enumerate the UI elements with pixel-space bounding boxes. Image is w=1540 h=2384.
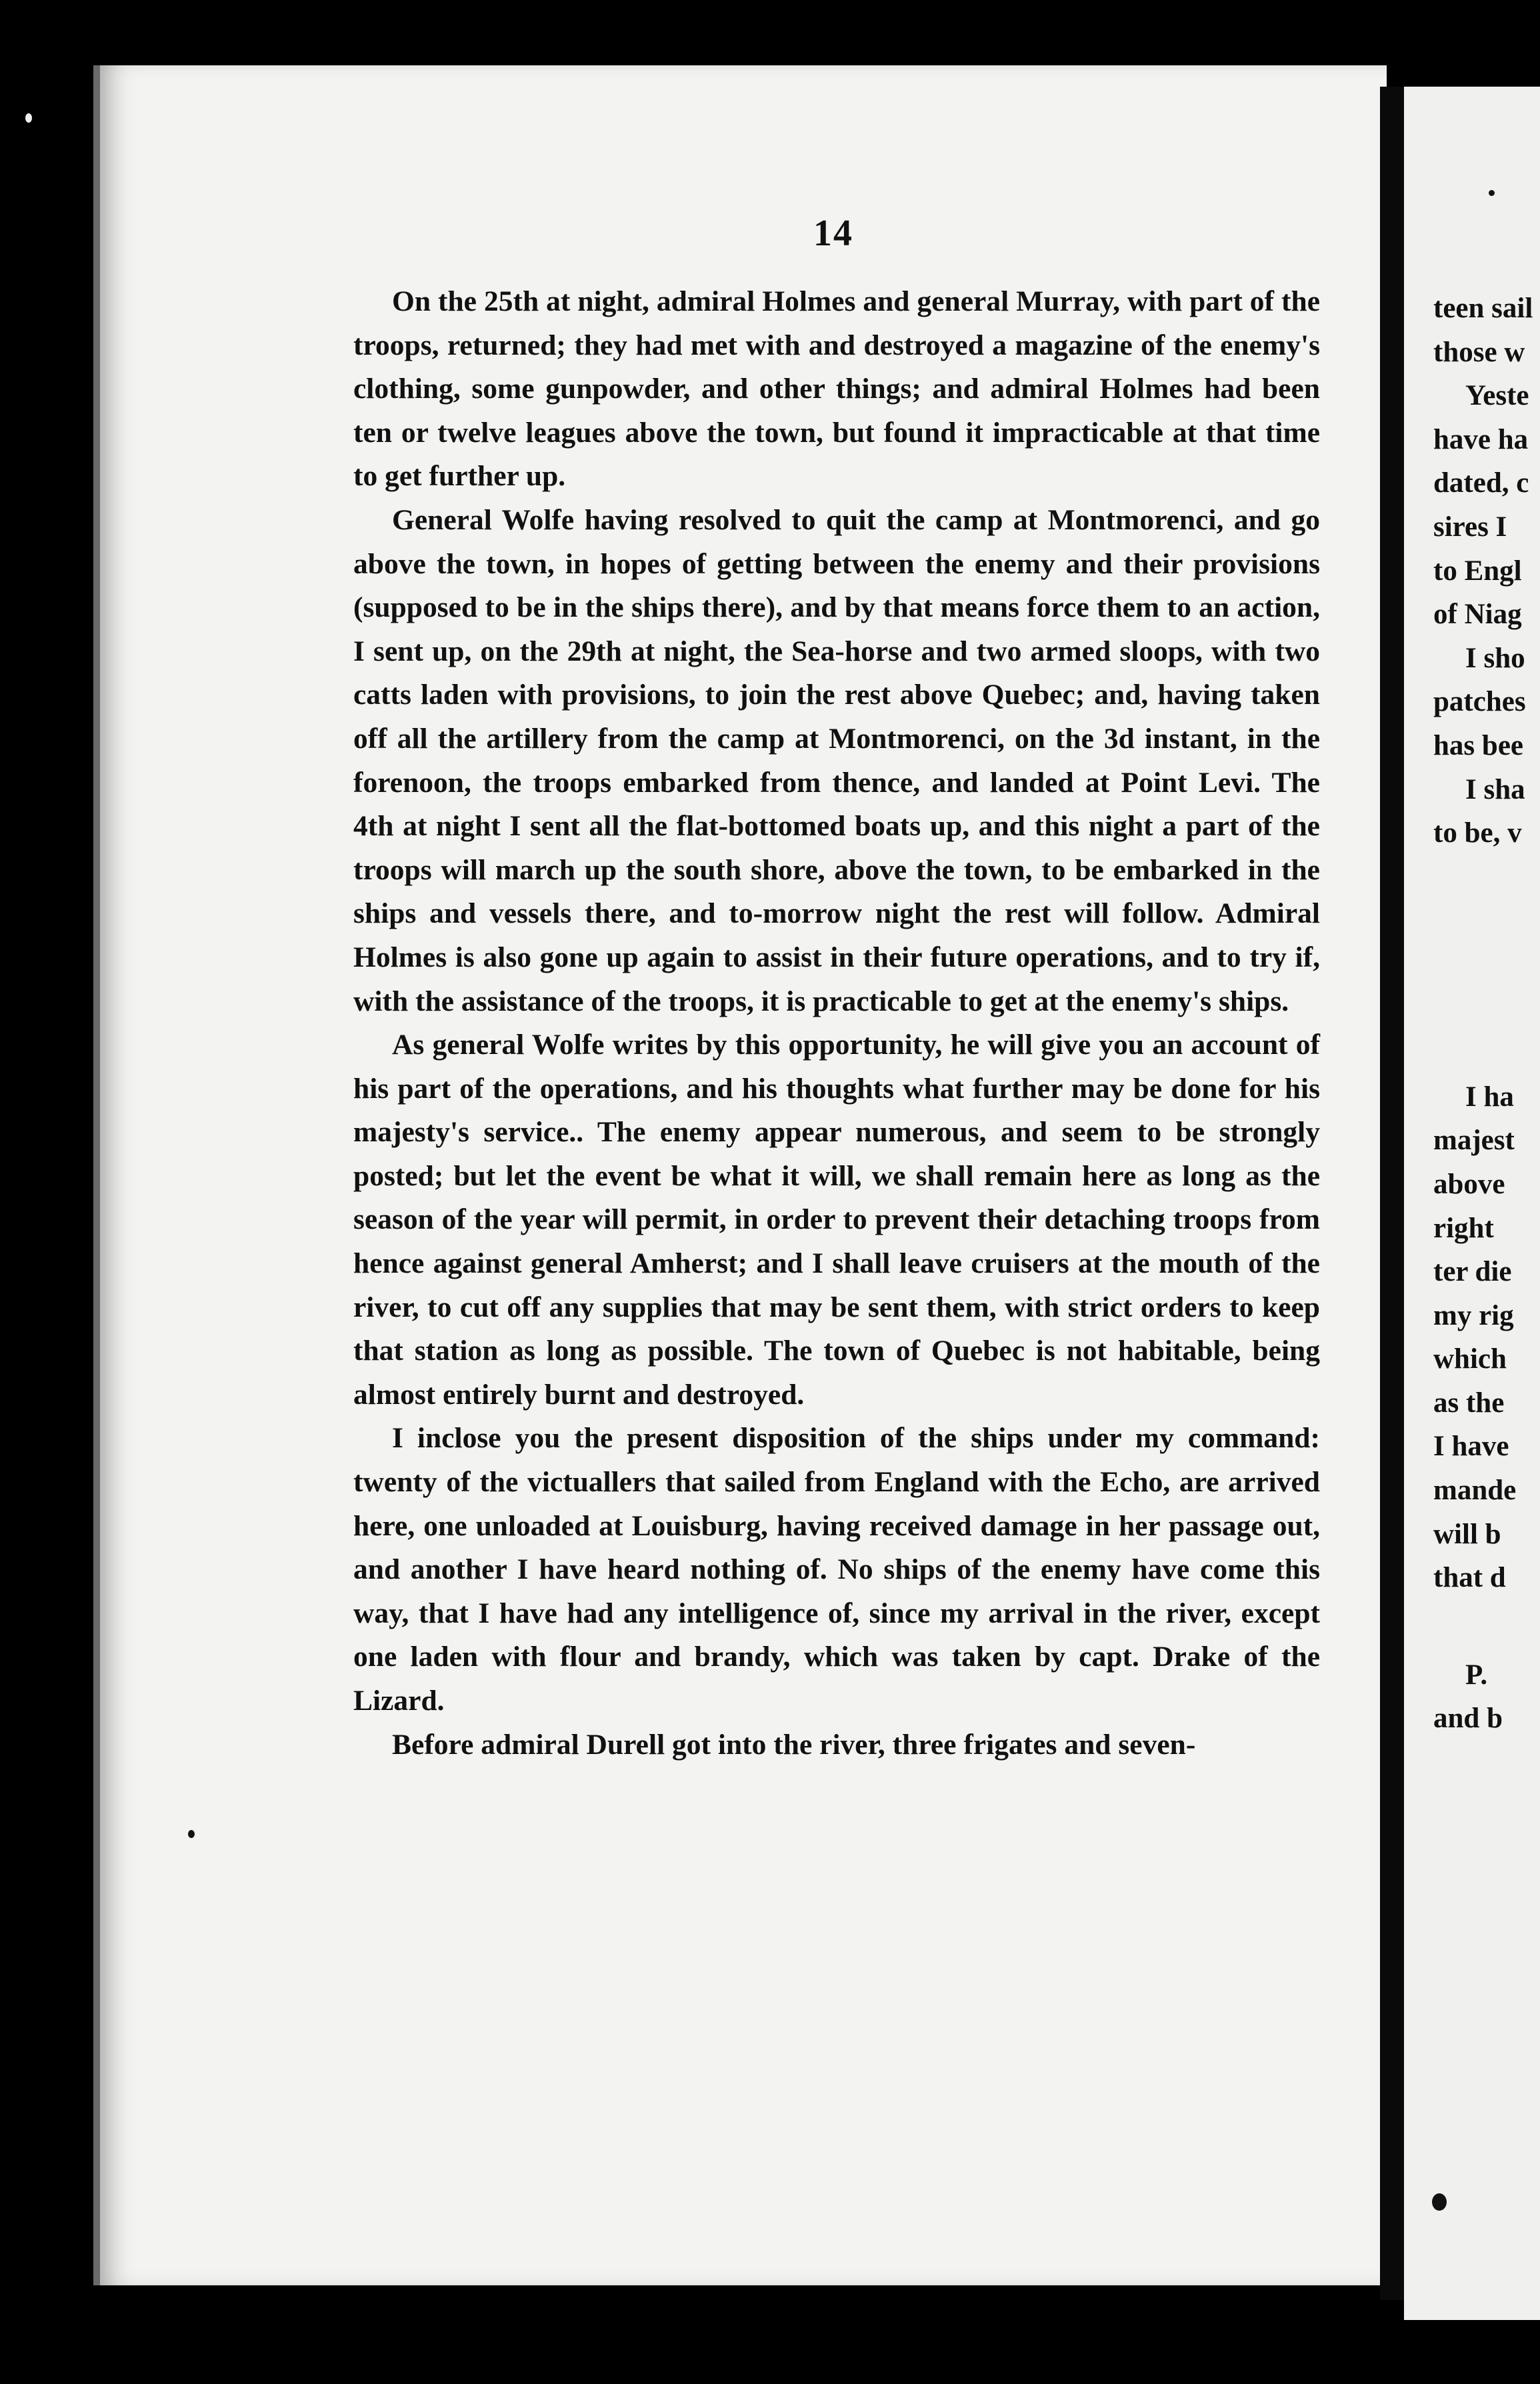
- book-gutter: [1380, 87, 1404, 2300]
- facing-line: P.: [1465, 1659, 1488, 1691]
- facing-line: sires I: [1433, 511, 1507, 543]
- facing-line: I sho: [1465, 642, 1525, 674]
- page-number: 14: [813, 213, 853, 254]
- facing-line: ter die: [1433, 1256, 1512, 1288]
- facing-line: have ha: [1433, 423, 1529, 455]
- facing-line: will b: [1433, 1518, 1501, 1550]
- facing-line: which: [1433, 1343, 1507, 1375]
- facing-line: that d: [1433, 1562, 1506, 1594]
- facing-line: I sha: [1465, 773, 1525, 805]
- ink-speck: [1432, 2193, 1447, 2211]
- paragraph-2: General Wolfe having resolved to quit the camp at Montmorenci, and go above the town, in hopes of getting between the enemy and their provisions (supposed to be in the ships there), and by that means force them to an action, I sent up, on the 29th at night, the Sea-horse and two armed sloops, with two catts laden with provisions, to join the rest above Quebec; and, having taken off all the artillery from the camp at Montmorenci, on the 3d instant, in the forenoon, the troops embarked from thence, and landed at Point Levi. The 4th at night I sent all the flat-bottomed boats up, and this night a part of the troops will march up the south shore, above the town, to be embarked in the ships and vessels there, and to-morrow night the rest will follow. Admiral Holmes is also gone up again to assist in their future operations, and to try if, with the assistance of the troops, it is practicable to get at the enemy's ships.: [353, 503, 1320, 1017]
- paragraph-1: On the 25th at night, admiral Holmes and general Murray, with part of the troops, returned; they had met with and destroyed a magazine of the enemy's clothing, some gunpowder, and other things; and admiral Holmes had been ten or twelve leagues above the town, but found it impracticable at that time to get further up.: [353, 285, 1320, 493]
- facing-line: above: [1433, 1168, 1505, 1200]
- facing-line: I ha: [1465, 1081, 1514, 1113]
- facing-line: mande: [1433, 1475, 1517, 1507]
- facing-line: to be, v: [1433, 817, 1522, 849]
- facing-line: right: [1433, 1212, 1494, 1244]
- ink-speck: [1489, 190, 1495, 196]
- paragraph-4: I inclose you the present disposition of the ships under my command: twenty of the victuallers that sailed from England with the Echo, are arrived here, one unloaded at Louisburg, having received damage in her passage out, and another I have heard nothing of. No ships of the enemy have come this way, that I have had any intelligence of, since my arrival in the river, except one laden with flour and brandy, which was taken by capt. Drake of the Lizard.: [353, 1422, 1320, 1717]
- ink-speck: [25, 113, 32, 123]
- facing-line: and b: [1433, 1703, 1503, 1735]
- facing-line: dated, c: [1433, 467, 1529, 499]
- facing-line: teen sail: [1433, 293, 1533, 324]
- ink-speck: [188, 1830, 195, 1838]
- facing-line: Yeste: [1465, 380, 1529, 412]
- facing-line: majest: [1433, 1125, 1515, 1157]
- facing-line: as the: [1433, 1387, 1505, 1419]
- facing-page-text: [1433, 287, 1540, 1741]
- page-body: [353, 280, 1320, 1767]
- facing-line: has bee: [1433, 729, 1523, 761]
- paragraph-5: Before admiral Durell got into the river, three frigates and seven-: [392, 1728, 1196, 1761]
- facing-line: patches: [1433, 686, 1526, 718]
- facing-line: those w: [1433, 336, 1525, 368]
- facing-line: to Engl: [1433, 555, 1522, 587]
- paragraph-3: As general Wolfe writes by this opportunity, he will give you an account of his part of the operations, and his thoughts what further may be done for his majesty's service.. The enemy appear numerous, and seem to be strongly posted; but let the event be what it will, we shall remain here as long as the season of the year will permit, in order to prevent their detaching troops from hence against general Amherst; and I shall leave cruisers at the mouth of the river, to cut off any supplies that may be sent them, with strict orders to keep that station as long as possible. The town of Quebec is not habitable, being almost entirely burnt and destroyed.: [353, 1029, 1320, 1411]
- facing-line: of Niag: [1433, 599, 1522, 631]
- facing-line: my rig: [1433, 1299, 1514, 1331]
- facing-line: I have: [1433, 1431, 1509, 1463]
